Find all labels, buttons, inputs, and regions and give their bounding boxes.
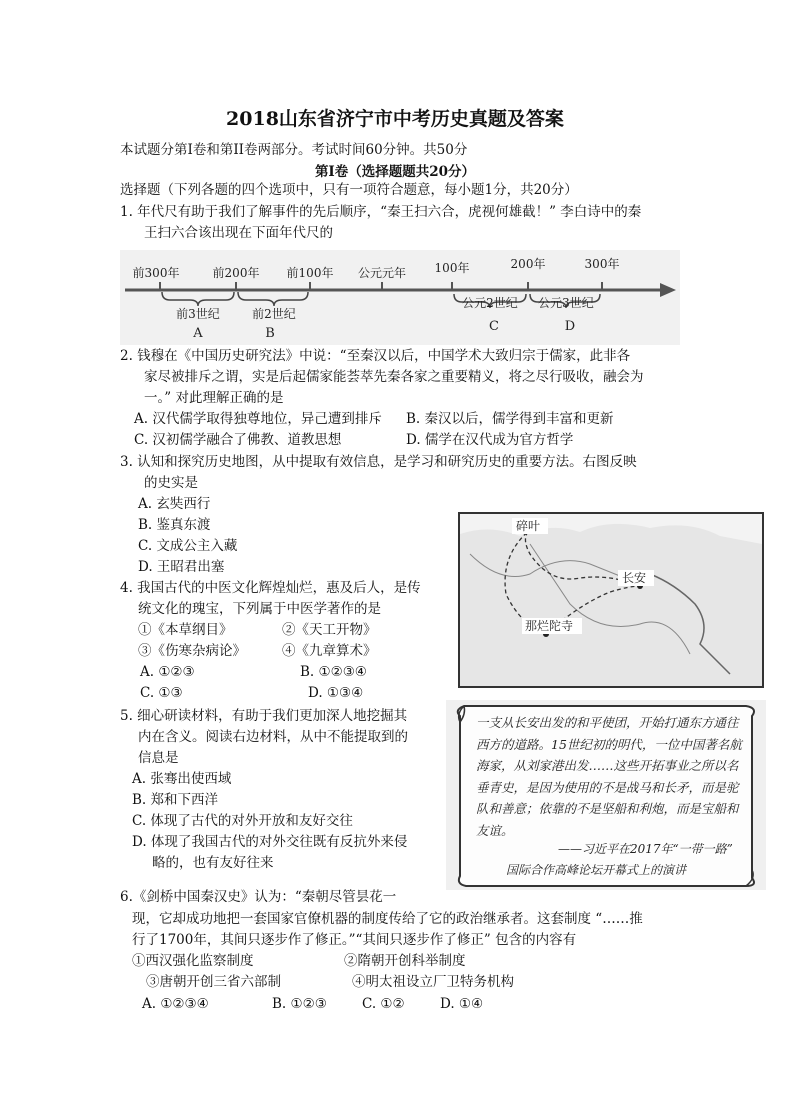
- q4-option-d: D. ①③④: [308, 685, 364, 701]
- q2-option-a: A. 汉代儒学取得独尊地位，异己遭到排斥: [134, 411, 382, 427]
- q4-option-b: B. ①②③④: [300, 664, 367, 680]
- q1-line1: 1. 年代尺有助于我们了解事件的先后顺序，“秦王扫六合，虎视何雄截！” 李白诗中的秦: [120, 204, 642, 220]
- q4-item-4: ④《九章算术》: [282, 643, 377, 659]
- q4-item-3: ③《伤寒杂病论》: [138, 643, 246, 659]
- bracket-label: 公元2世纪: [462, 296, 518, 310]
- map-label-nalanda: 那烂陀寺: [525, 619, 574, 633]
- q4-line1: 4. 我国古代的中医文化辉煌灿烂，惠及后人，是传: [120, 580, 421, 596]
- q2-option-d: D. 儒学在汉代成为官方哲学: [406, 432, 574, 448]
- tick-label: 前200年: [212, 266, 260, 280]
- q4-option-a: A. ①②③: [140, 664, 195, 680]
- tick-label: 公元元年: [357, 266, 407, 280]
- q5-option-d-line1: D. 体现了我国古代的对外交往既有反抗外来侵: [132, 834, 408, 850]
- q5-option-a: A. 张骞出使西域: [132, 771, 232, 787]
- q6-item-1: ①西汉强化监察制度: [132, 953, 254, 969]
- q2-line1: 2. 钱穆在《中国历史研究法》中说：“至秦汉以后，中国学术大致归宗于儒家，此非各: [120, 348, 631, 364]
- q6-option-b: B. ①②③: [272, 996, 327, 1012]
- quote-source-1: ——习近平在2017年“一带一路”: [558, 842, 733, 856]
- q2-option-c: C. 汉初儒学融合了佛教、道教思想: [134, 432, 342, 448]
- timeline-svg: [120, 250, 680, 345]
- q2-line3: 一。” 对此理解正确的是: [144, 390, 284, 406]
- instructions: 选择题（下列各题的四个选项中，只有一项符合题意，每小题1分，共20分）: [120, 182, 578, 198]
- tick-label: 前300年: [132, 266, 180, 280]
- section-title: 第Ⅰ卷（选择题题共20分）: [314, 164, 476, 180]
- q5-option-d-line2: 略的，也有友好往来: [152, 855, 274, 871]
- q3-option-b: B. 鉴真东渡: [138, 517, 211, 533]
- bracket-letter: A: [193, 326, 203, 341]
- tick-label: 200年: [510, 257, 546, 271]
- q5-option-c: C. 体现了古代的对外开放和友好交往: [132, 813, 353, 829]
- quote-scroll: [446, 700, 766, 890]
- q2-option-b: B. 秦汉以后，儒学得到丰富和更新: [406, 411, 614, 427]
- q6-line2: 现，它却成功地把一套国家官僚机器的制度传给了它的政治继承者。这套制度 “……推: [132, 911, 643, 927]
- q6-item-4: ④明太祖设立厂卫特务机构: [352, 974, 514, 990]
- map-label-changan: 长安: [622, 571, 647, 585]
- exam-intro: 本试题分第Ⅰ卷和第II卷两部分。考试时间60分钟。共50分: [120, 142, 468, 158]
- tick-label: 前100年: [286, 266, 334, 280]
- q6-option-c: C. ①②: [362, 996, 405, 1012]
- bracket-label: 前3世纪: [176, 307, 220, 321]
- bracket-letter: B: [265, 326, 275, 341]
- bracket-letter: D: [564, 319, 576, 334]
- q5-line1: 5. 细心研读材料，有助于我们更加深人地挖掘其: [120, 708, 408, 724]
- quote-source-2: 国际合作高峰论坛开幕式上的演讲: [506, 863, 687, 877]
- q3-option-d: D. 王昭君出塞: [138, 559, 225, 575]
- q6-option-a: A. ①②③④: [142, 996, 209, 1012]
- q4-item-1: ①《本草纲目》: [138, 622, 233, 638]
- q6-item-2: ②隋朝开创科举制度: [344, 953, 466, 969]
- timeline-figure: [120, 250, 680, 345]
- q3-option-a: A. 玄奘西行: [138, 496, 211, 512]
- q5-option-b: B. 郑和下西洋: [132, 792, 219, 808]
- q1-line2: 王扫六合该出现在下面年代尺的: [144, 225, 333, 241]
- q3-line2: 的史实是: [144, 475, 198, 491]
- q4-line2: 统文化的瑰宝，下列属于中医学著作的是: [138, 601, 381, 617]
- bracket-label: 前2世纪: [252, 307, 296, 321]
- history-map: [458, 512, 764, 688]
- q4-option-c: C. ①③: [140, 685, 183, 701]
- q4-item-2: ②《天工开物》: [282, 622, 377, 638]
- q3-line1: 3. 认知和探究历史地图，从中提取有效信息，是学习和研究历史的重要方法。右图反映: [120, 454, 637, 470]
- bracket-letter: C: [489, 319, 499, 334]
- q5-line2: 内在含义。阅读右边材料，从中不能提取到的: [138, 729, 408, 745]
- bracket-label: 公元3世纪: [538, 296, 594, 310]
- q6-option-d: D. ①④: [440, 996, 484, 1012]
- quote-text: 一支从长安出发的和平使团，开始打通东方通往西方的道路。15世纪初的明代，一位中国著名航海家，从刘家港出发……这些开拓事业之所以名垂青史，是因为使用的不是战马和长矛，而是驼队和善意；依靠的不是坚船和利炮，而是宝船和友谊。: [476, 715, 742, 838]
- map-label-suiye: 碎叶: [516, 519, 541, 533]
- q3-option-c: C. 文成公主入藏: [138, 538, 238, 554]
- tick-label: 100年: [434, 261, 470, 275]
- q6-line3: 行了1700年，其间只逐步作了修正。”“其间只逐步作了修正” 包含的内容有: [132, 932, 577, 948]
- tick-label: 300年: [584, 257, 620, 271]
- q2-line2: 家尽被排斥之谓，实是后起儒家能荟萃先秦各家之重要精义，将之尽行吸收，融会为: [144, 369, 644, 385]
- q6-item-3: ③唐朝开创三省六部制: [146, 974, 281, 990]
- page-title: 2018山东省济宁市中考历史真题及答案: [226, 108, 564, 130]
- q5-line3: 信息是: [138, 750, 179, 766]
- q6-line1: 6.《剑桥中国秦汉史》认为：“秦朝尽管昙花一: [120, 889, 397, 905]
- map-svg: [460, 514, 762, 686]
